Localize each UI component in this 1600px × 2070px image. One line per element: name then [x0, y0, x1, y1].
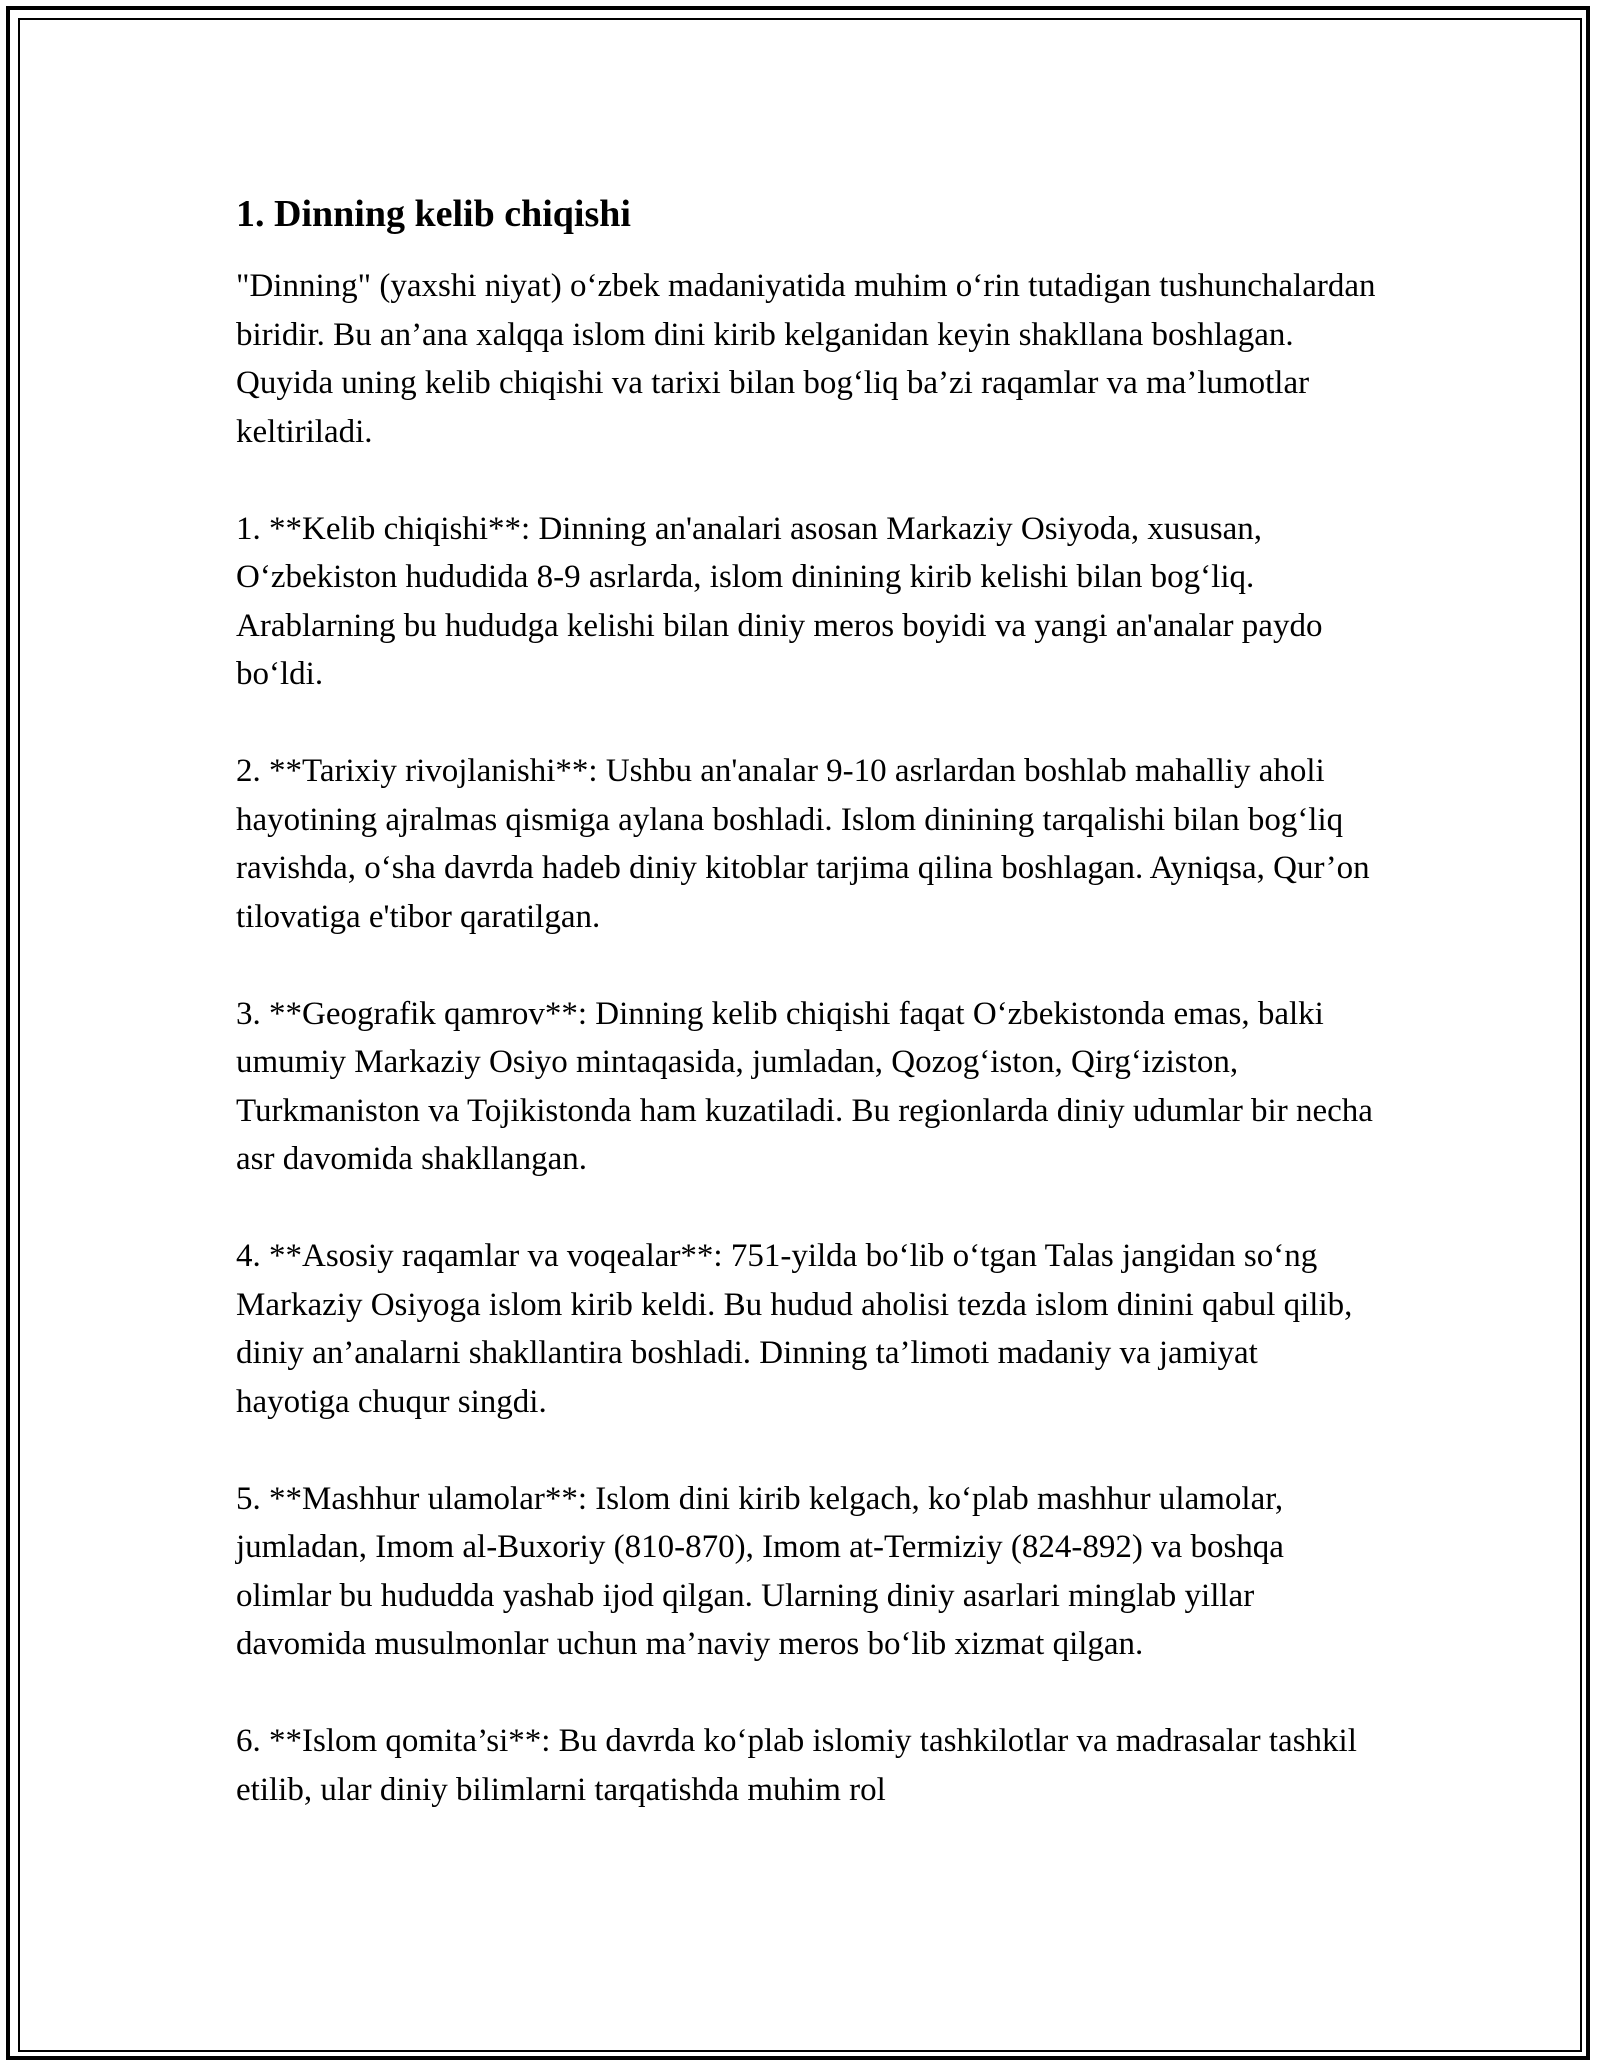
paragraph-key-events: 4. **Asosiy raqamlar va voqealar**: 751-yilda bo‘lib o‘tgan Talas jangidan so‘ng Markaziy Osiyoga islom kirib keldi. Bu hudud aholisi tezda islom dinini qabul qilib, diniy an’analarni shakllantira boshladi. Dinning ta’limoti madaniy va jamiyat hayotiga chuqur singdi.: [236, 1238, 1353, 1420]
paragraph-islamic-institutions: 6. **Islom qomita’si**: Bu davrda ko‘plab islomiy tashkilotlar va madrasalar tashkil etilib, ular diniy bilimlarni tarqatishda muhim rol: [236, 1723, 1357, 1808]
document-title: 1. Dinning kelib chiqishi: [236, 193, 631, 235]
paragraph-geographic-scope: 3. **Geografik qamrov**: Dinning kelib chiqishi faqat O‘zbekistonda emas, balki umumiy Markaziy Osiyo mintaqasida, jumladan, Qozog‘iston, Qirg‘iziston, Turkmaniston va Tojikistonda ham kuzatiladi. Bu regionlarda diniy udumlar bir necha asr davomida shakllangan.: [236, 995, 1373, 1177]
intro-paragraph: "Dinning" (yaxshi niyat) o‘zbek madaniyatida muhim o‘rin tutadigan tushunchalardan biridir. Bu an’ana xalqqa islom dini kirib kelganidan keyin shakllana boshlagan. Quyida uning kelib chiqishi va tarixi bilan bog‘liq ba’zi raqamlar va ma’lumotlar keltiriladi.: [236, 268, 1376, 450]
paragraph-famous-scholars: 5. **Mashhur ulamolar**: Islom dini kirib kelgach, ko‘plab mashhur ulamolar, jumladan, Imom al-Buxoriy (810-870), Imom at-Termiziy (824-892) va boshqa olimlar bu hududda yashab ijod qilgan. Ularning diniy asarlari minglab yillar davomida musulmonlar uchun ma’naviy meros bo‘lib xizmat qilgan.: [236, 1480, 1284, 1662]
paragraph-origin: 1. **Kelib chiqishi**: Dinning an'analari asosan Markaziy Osiyoda, xususan, O‘zbekiston hududida 8-9 asrlarda, islom dinining kirib kelishi bilan bog‘liq. Arablarning bu hududga kelishi bilan diniy meros boyidi va yangi an'analar paydo bo‘ldi.: [236, 510, 1323, 692]
document-body: [236, 186, 1376, 1814]
paragraph-historical-development: 2. **Tarixiy rivojlanishi**: Ushbu an'analar 9-10 asrlardan boshlab mahalliy aholi hayotining ajralmas qismiga aylana boshladi. Islom dinining tarqalishi bilan bog‘liq ravishda, o‘sha davrda hadeb diniy kitoblar tarjima qilina boshlagan. Ayniqsa, Qur’on tilovatiga e'tibor qaratilgan.: [236, 753, 1370, 935]
